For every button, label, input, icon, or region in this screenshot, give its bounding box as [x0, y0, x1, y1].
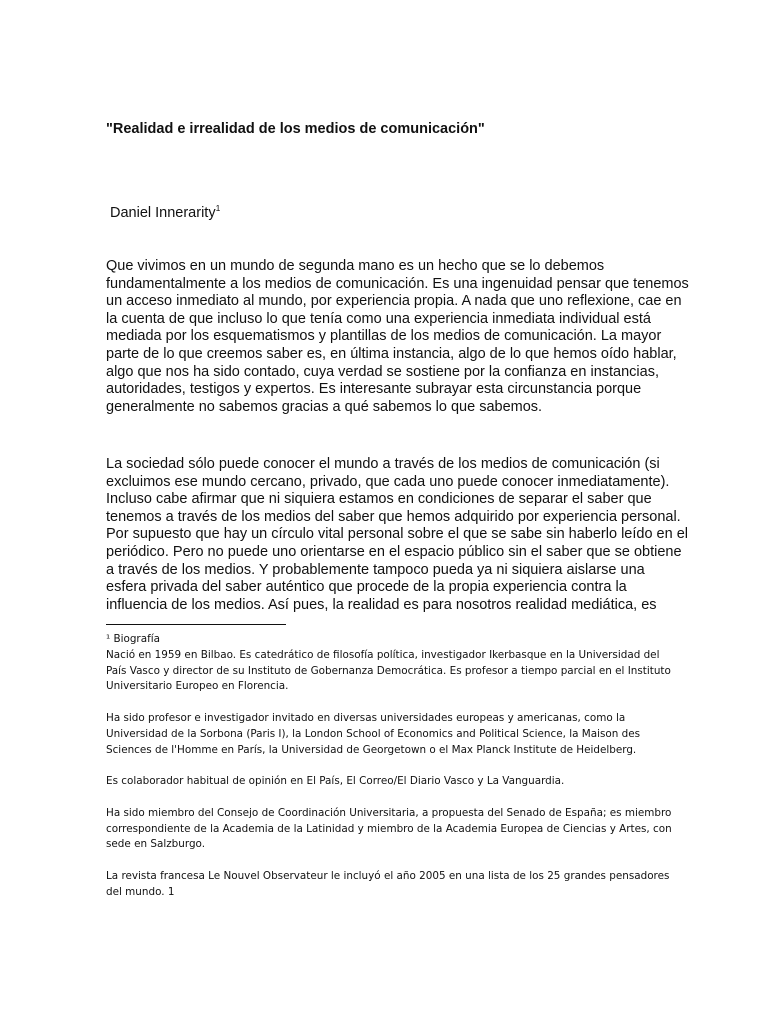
footnote-visiting-professor — [106, 711, 676, 758]
paragraph-line: algo que nos ha sido contado, cuya verdad se sostiene por la confianza en instancias, — [106, 363, 659, 380]
footnote-line: Universidad de la Sorbona (Paris I), la London School of Economics and Political Science, la Maison des — [106, 727, 641, 740]
footnote-line: Nació en 1959 en Bilbao. Es catedrático de filosofía política, investigador Ikerbasque en la Universidad del — [106, 648, 660, 661]
document-title: "Realidad e irrealidad de los medios de comunicación" — [106, 121, 485, 137]
footnote-line: Es colaborador habitual de opinión en El País, El Correo/El Diario Vasco y La Vanguardia. — [106, 775, 565, 788]
paragraph-2 — [106, 456, 688, 614]
paragraph-line: generalmente no sabemos gracias a qué sabemos lo que sabemos. — [106, 398, 543, 415]
author-line — [110, 204, 220, 222]
paragraph-line: periódico. Pero no puede uno orientarse en el espacio público sin el saber que se obtiene — [106, 543, 682, 560]
paragraph-line: la cuenta de que incluso lo que tenía como una experiencia inmediata individual está — [106, 310, 651, 327]
footnote-line: Universitario Europeo en Florencia. — [106, 680, 289, 693]
paragraph-line: fundamentalmente a los medios de comunicación. Es una ingenuidad pensar que tenemos — [106, 275, 689, 292]
footnote-memberships — [106, 806, 676, 853]
paragraph-line: Que vivimos en un mundo de segunda mano es un hecho que se lo debemos — [106, 258, 605, 274]
paragraph-line: Incluso cabe afirmar que ni siquiera estamos en condiciones de separar el saber que — [106, 491, 652, 508]
author-name: Daniel Innerarity — [110, 205, 216, 221]
paragraph-1 — [106, 258, 689, 416]
footnote-biography — [106, 632, 676, 695]
footnotes-section — [106, 632, 676, 916]
paragraph-line: autoridades, testigos y expertos. Es interesante subrayar esta circunstancia porque — [106, 381, 642, 398]
footnote-separator — [106, 624, 286, 625]
paragraph-line: La sociedad sólo puede conocer el mundo a través de los medios de comunicación (si — [106, 456, 660, 472]
paragraph-line: un acceso inmediato al mundo, por experiencia propia. A nada que uno reflexione, cae en — [106, 293, 682, 310]
paragraph-line: Por supuesto que hay un círculo vital personal sobre el que se sabe sin haberlo leído en el — [106, 526, 688, 543]
paragraph-line: influencia de los medios. Así pues, la realidad es para nosotros realidad mediática, es — [106, 596, 657, 613]
footnote-line: Ha sido profesor e investigador invitado en diversas universidades europeas y americanas, como la — [106, 711, 626, 724]
footnote-reference[interactable]: 1 — [215, 203, 221, 213]
footnote-line: del mundo. 1 — [106, 885, 175, 898]
footnote-line: correspondiente de la Academia de la Latinidad y miembro de la Academia Europea de Ciencias y Artes, con — [106, 822, 672, 835]
paragraph-line: tenemos a través de los medios del saber que hemos adquirido por experiencia personal. — [106, 508, 681, 525]
footnote-line: País Vasco y director de su Instituto de Gobernanza Democrática. Es profesor a tiempo parcial en el Instituto — [106, 664, 671, 677]
paragraph-line: excluimos ese mundo cercano, privado, que cada uno puede conocer inmediatamente). — [106, 473, 670, 490]
paragraph-line: parte de lo que creemos saber es, en última instancia, algo de lo que hemos oído hablar, — [106, 345, 677, 362]
footnote-line: Ha sido miembro del Consejo de Coordinación Universitaria, a propuesta del Senado de España; es miembro — [106, 806, 672, 819]
footnote-line: Sciences de l'Homme en París, la Universidad de Georgetown o el Max Planck Institute de Heidelberg. — [106, 743, 637, 756]
footnote-columnist — [106, 774, 676, 790]
footnote-line: ¹ Biografía — [106, 633, 160, 645]
footnote-line: La revista francesa Le Nouvel Observateur le incluyó el año 2005 en una lista de los 25 grandes pensadores — [106, 869, 670, 882]
paragraph-line: esfera privada del saber auténtico que procede de la propia experiencia contra la — [106, 579, 627, 596]
paragraph-line: mediada por los esquematismos y plantillas de los medios de comunicación. La mayor — [106, 328, 662, 345]
footnote-line: sede en Salzburgo. — [106, 838, 206, 851]
paragraph-line: a través de los medios. Y probablemente tampoco pueda ya ni siquiera aislarse una — [106, 561, 645, 578]
footnote-recognition — [106, 869, 676, 901]
